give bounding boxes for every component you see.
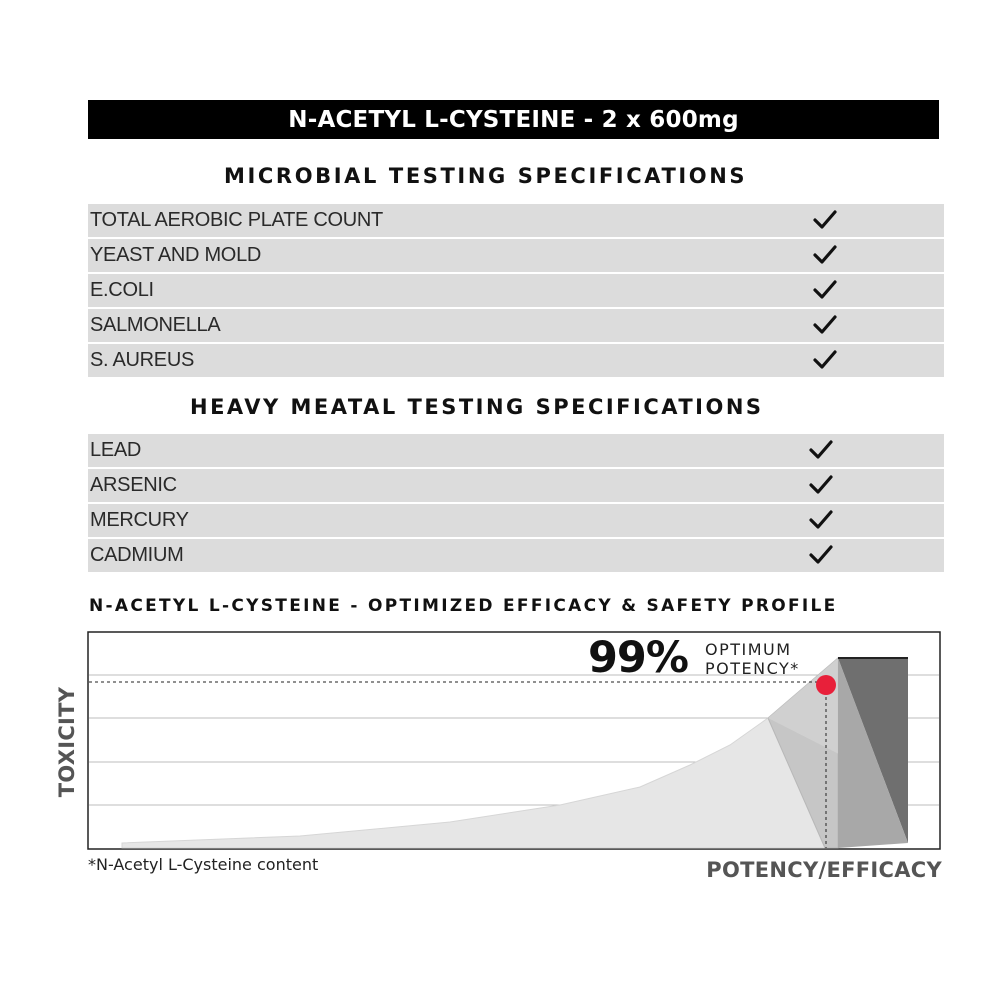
spec-label: E.COLI (90, 279, 154, 301)
heavy-metal-section-heading: HEAVY MEATAL TESTING SPECIFICATIONS (190, 395, 764, 419)
product-title: N-ACETYL L-CYSTEINE - 2 x 600mg (288, 106, 739, 133)
spec-label: LEAD (90, 439, 142, 461)
spec-label: CADMIUM (90, 544, 184, 566)
optimum-label-line2: POTENCY* (705, 659, 800, 678)
optimum-potency-value: 99% (588, 633, 688, 683)
optimum-potency-label (705, 640, 800, 678)
optimum-potency-marker (816, 675, 836, 695)
optimum-label-line1: OPTIMUM (705, 640, 792, 659)
spec-label: ARSENIC (90, 474, 177, 496)
spec-label: SALMONELLA (90, 314, 221, 336)
y-axis-label: TOXICITY (55, 686, 79, 798)
x-axis-label: POTENCY/EFFICACY (706, 858, 942, 882)
microbial-section-heading: MICROBIAL TESTING SPECIFICATIONS (224, 164, 748, 188)
spec-label: MERCURY (90, 509, 189, 531)
footnote: *N-Acetyl L-Cysteine content (88, 855, 319, 874)
spec-label: TOTAL AEROBIC PLATE COUNT (90, 209, 383, 231)
graph-heading: N-ACETYL L-CYSTEINE - OPTIMIZED EFFICACY & SAFETY PROFILE (89, 596, 838, 616)
spec-label: S. AUREUS (90, 349, 194, 371)
spec-label: YEAST AND MOLD (90, 244, 262, 266)
